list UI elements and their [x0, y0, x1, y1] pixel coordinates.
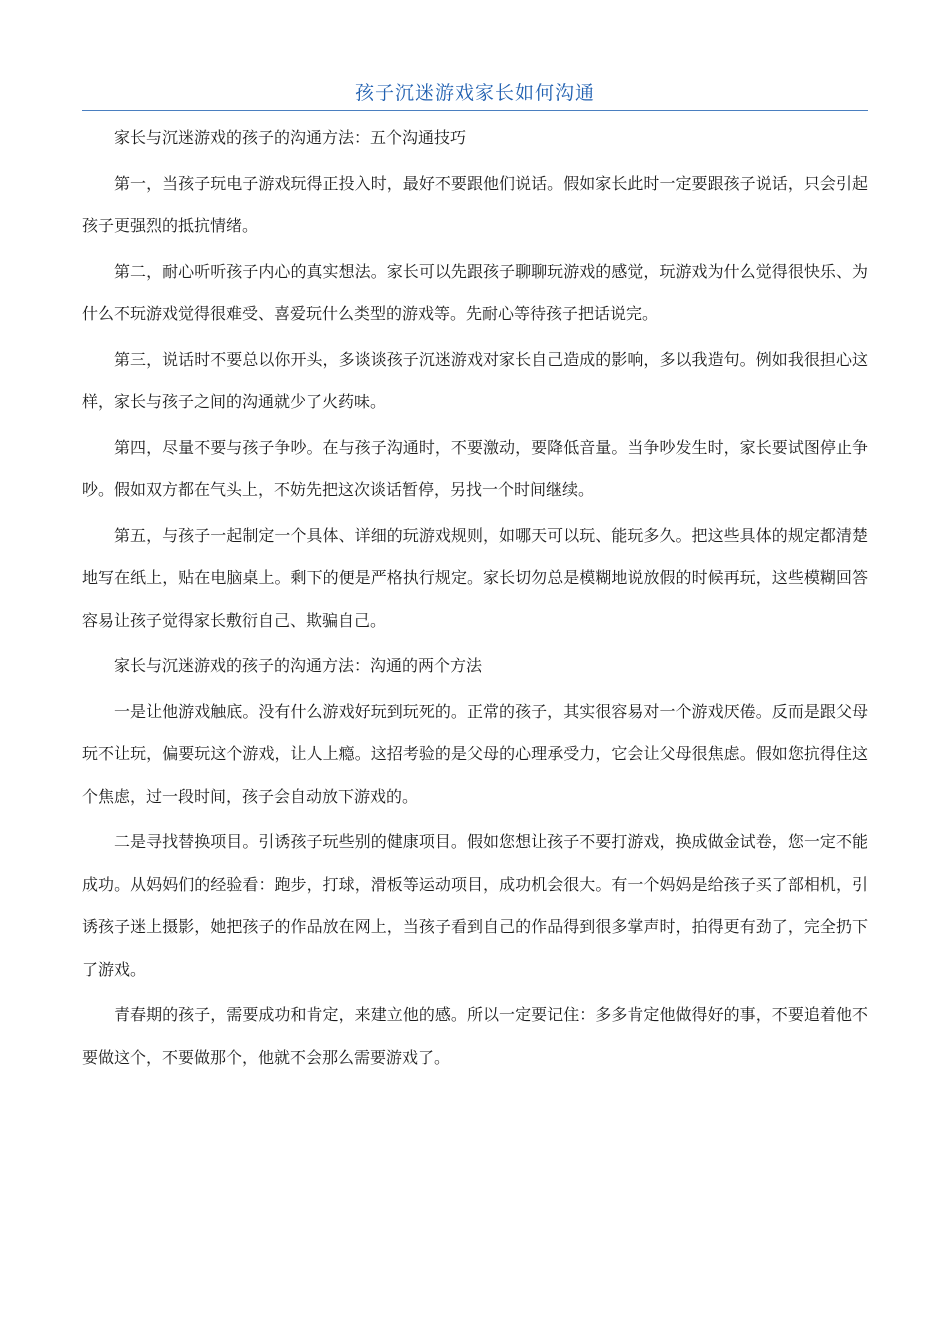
paragraph-tip-5: 第五，与孩子一起制定一个具体、详细的玩游戏规则，如哪天可以玩、能玩多久。把这些具体的规定都清楚地写在纸上，贴在电脑桌上。剩下的便是严格执行规定。家长切勿总是模糊地说放假的时候再玩，这些模糊回答容易让孩子觉得家长敷衍自己、欺骗自己。: [82, 525, 868, 630]
section-heading-five-tips: 家长与沉迷游戏的孩子的沟通方法：五个沟通技巧: [114, 128, 467, 147]
paragraph-conclusion: 青春期的孩子，需要成功和肯定，来建立他的感。所以一定要记住：多多肯定他做得好的事，不要追着他不要做这个，不要做那个，他就不会那么需要游戏了。: [82, 1005, 868, 1067]
paragraph-method-2: 二是寻找替换项目。引诱孩子玩些别的健康项目。假如您想让孩子不要打游戏，换成做金试卷，您一定不能成功。从妈妈们的经验看：跑步，打球，滑板等运动项目，成功机会很大。有一个妈妈是给孩子买了部相机，引诱孩子迷上摄影，她把孩子的作品放在网上，当孩子看到自己的作品得到很多掌声时，拍得更有劲了，完全扔下了游戏。: [82, 832, 868, 979]
paragraph-tip-4: 第四，尽量不要与孩子争吵。在与孩子沟通时，不要激动，要降低音量。当争吵发生时，家长要试图停止争吵。假如双方都在气头上，不妨先把这次谈话暂停，另找一个时间继续。: [82, 437, 868, 499]
paragraph-tip-2: 第二，耐心听听孩子内心的真实想法。家长可以先跟孩子聊聊玩游戏的感觉，玩游戏为什么觉得很快乐、为什么不玩游戏觉得很难受、喜爱玩什么类型的游戏等。先耐心等待孩子把话说完。: [82, 261, 868, 323]
document-page: [82, 78, 868, 1082]
paragraph-method-1: 一是让他游戏触底。没有什么游戏好玩到玩死的。正常的孩子，其实很容易对一个游戏厌倦。反而是跟父母玩不让玩，偏要玩这个游戏，让人上瘾。这招考验的是父母的心理承受力，它会让父母很焦虑。假如您抗得住这个焦虑，过一段时间，孩子会自动放下游戏的。: [82, 701, 868, 806]
paragraph-tip-1: 第一，当孩子玩电子游戏玩得正投入时，最好不要跟他们说话。假如家长此时一定要跟孩子说话，只会引起孩子更强烈的抵抗情绪。: [82, 173, 868, 235]
document-title: 孩子沉迷游戏家长如何沟通: [354, 82, 595, 104]
title-underline: [82, 110, 868, 111]
paragraph-tip-3: 第三，说话时不要总以你开头，多谈谈孩子沉迷游戏对家长自己造成的影响，多以我造句。例如我很担心这样，家长与孩子之间的沟通就少了火药味。: [82, 349, 868, 411]
section-heading-two-methods: 家长与沉迷游戏的孩子的沟通方法：沟通的两个方法: [114, 656, 483, 675]
